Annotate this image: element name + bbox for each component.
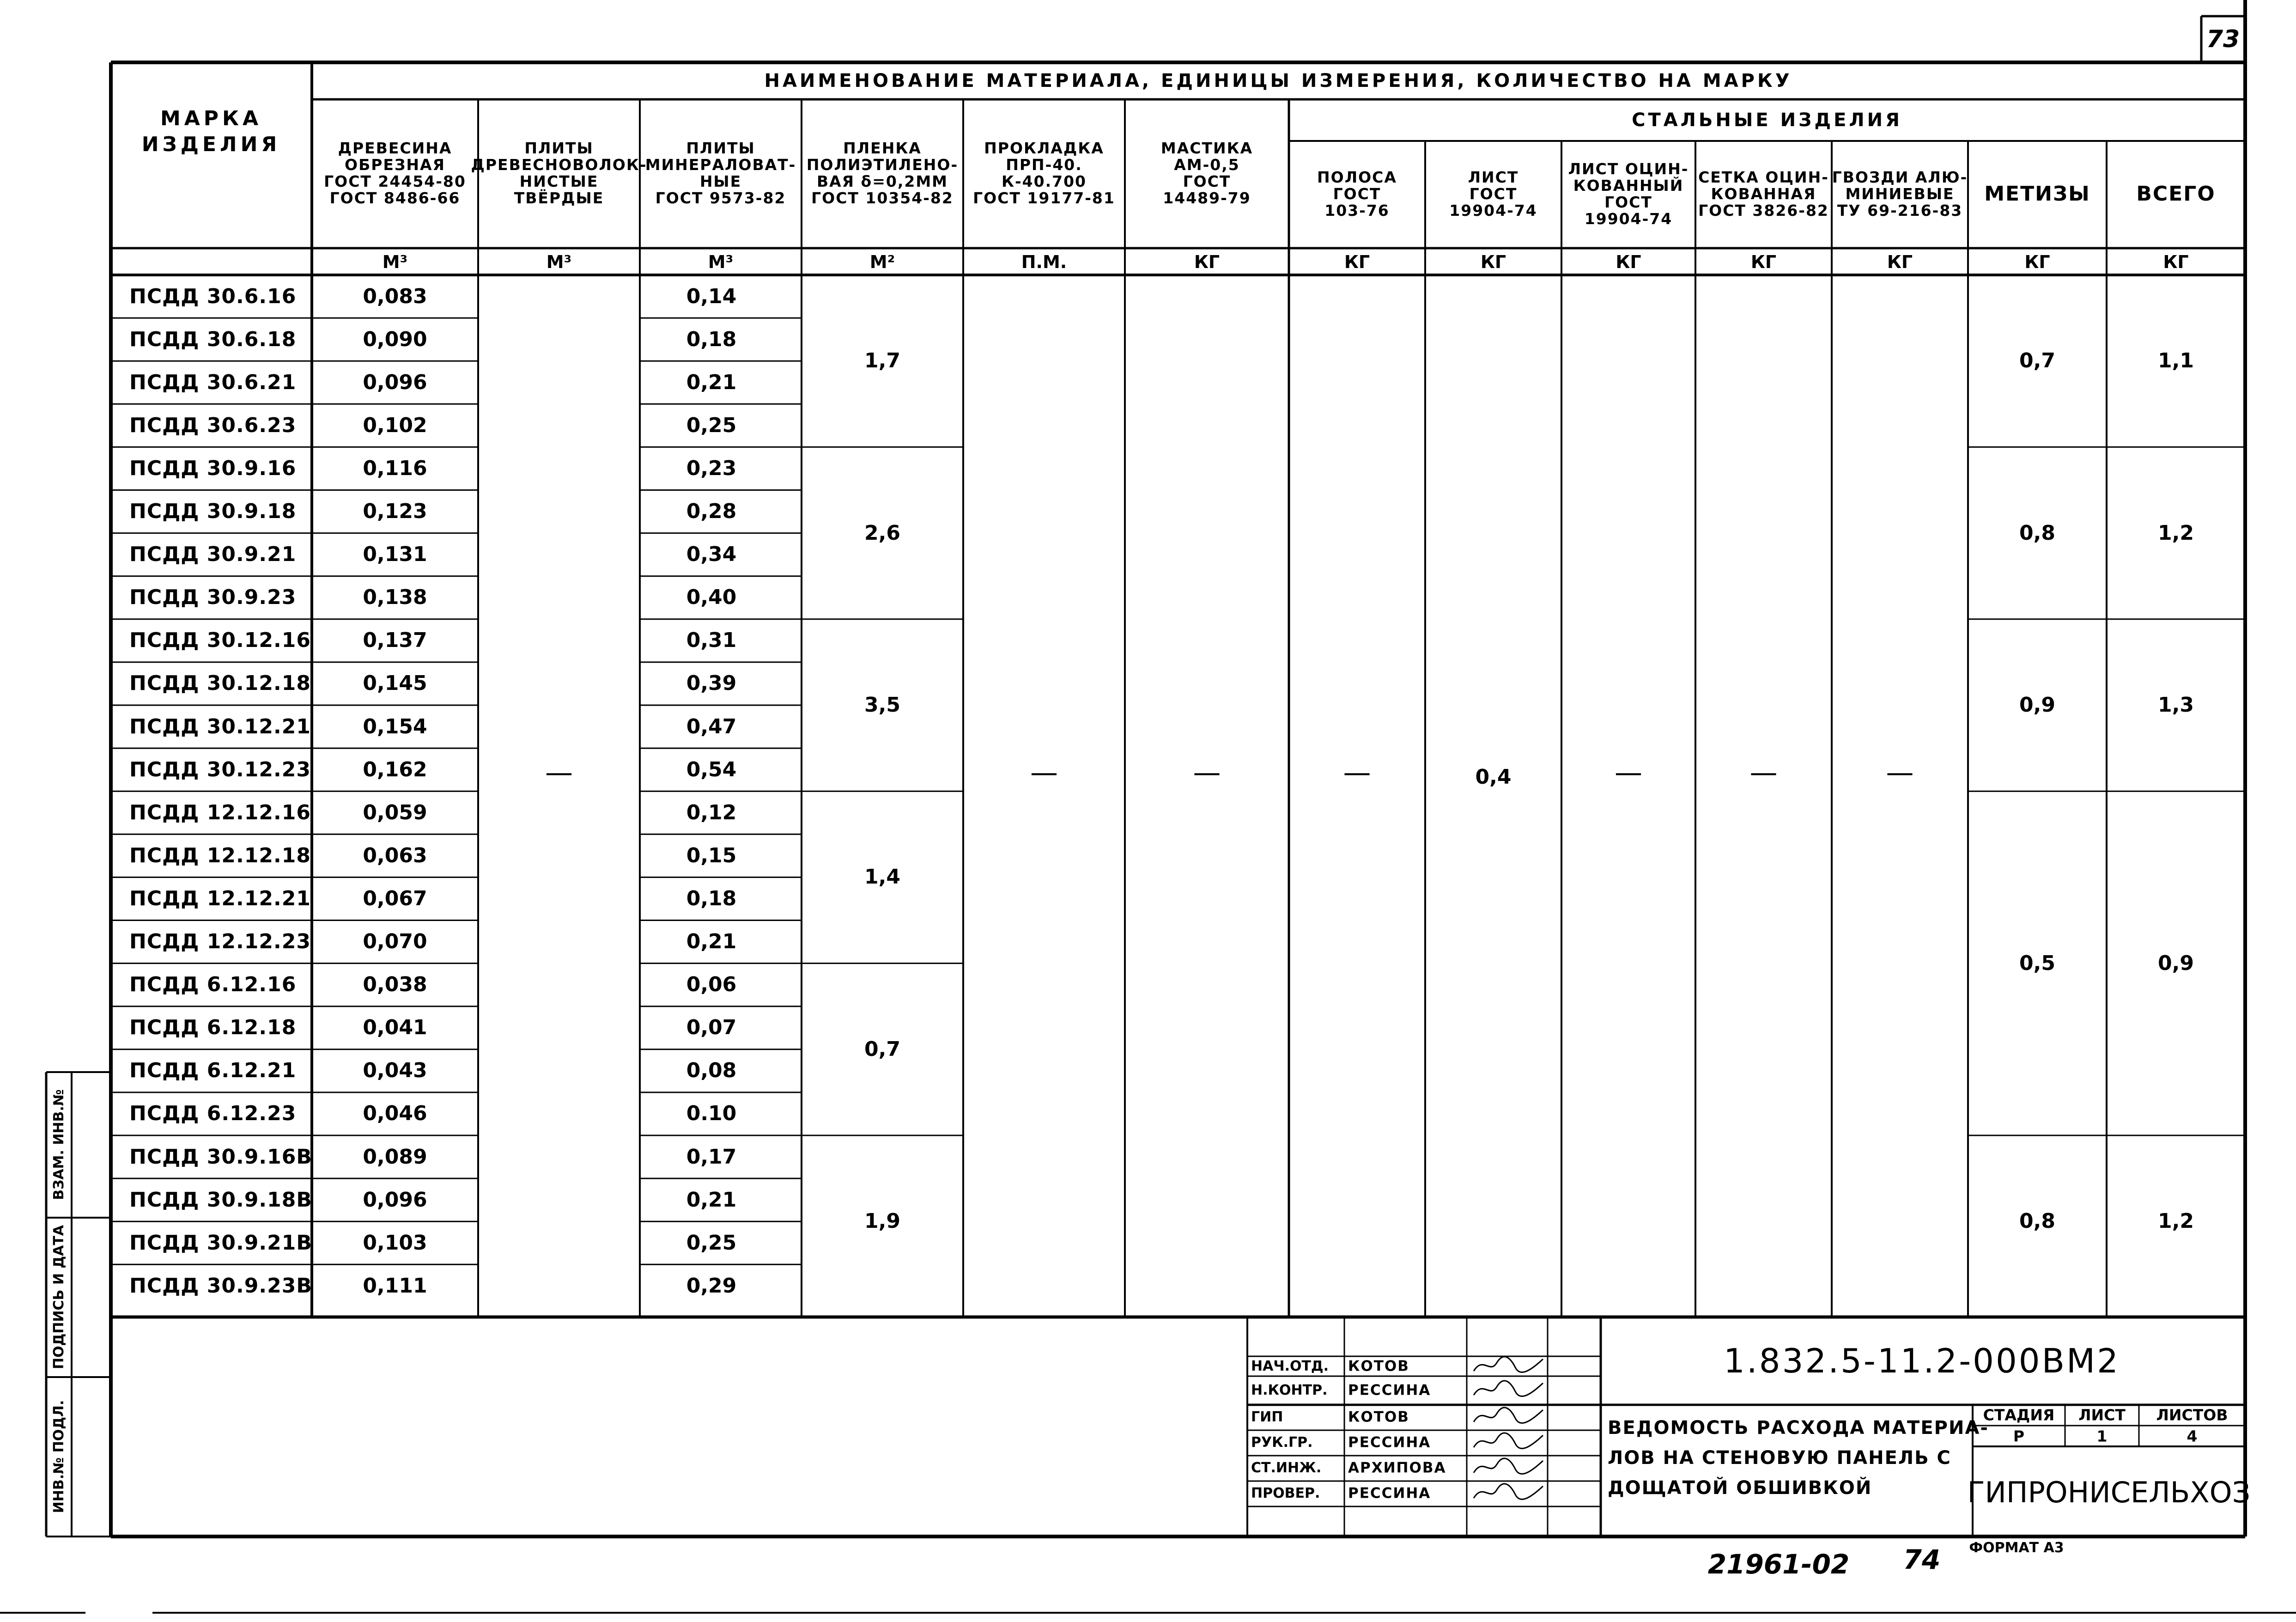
row-mark: ПСДД 30.6.18	[129, 327, 297, 351]
total-value: 1,2	[2158, 1209, 2194, 1233]
unit-label: КГ	[2163, 252, 2189, 272]
wood-value: 0,041	[363, 1016, 427, 1040]
column-header: ГВОЗДИ АЛЮ- МИНИЕВЫЕ ТУ 69-216-83	[1832, 168, 1968, 220]
metizy-value: 0,7	[2019, 349, 2055, 373]
unit-label: М³	[546, 252, 572, 272]
mineral-value: 0,06	[686, 973, 737, 997]
signer-name: РЕССИНА	[1348, 1485, 1431, 1502]
wood-value: 0,111	[363, 1274, 427, 1298]
column-header: ПОЛОСА ГОСТ 103-76	[1317, 168, 1397, 220]
row-mark: ПСДД 30.9.23	[129, 585, 297, 610]
sheet-label: ЛИСТ	[2078, 1406, 2126, 1424]
archive-number: 21961-02	[1707, 1549, 1850, 1580]
row-mark: ПСДД 30.12.23	[129, 757, 311, 781]
signer-name: РЕССИНА	[1348, 1434, 1431, 1451]
unit-label: КГ	[1344, 252, 1370, 272]
wood-value: 0,145	[363, 671, 427, 695]
unit-label: М²	[869, 252, 895, 272]
mineral-value: 0,28	[686, 500, 737, 524]
description-line-1: ВЕДОМОСТЬ РАСХОДА МАТЕРИА-	[1608, 1417, 1989, 1439]
organization: ГИПРОНИСЕЛЬХОЗ	[1967, 1476, 2251, 1509]
bottom-page-number: 74	[1903, 1544, 1941, 1575]
wood-value: 0,123	[363, 500, 427, 524]
signer-role: Н.КОНТР.	[1251, 1382, 1328, 1398]
mineral-value: 0,08	[686, 1059, 737, 1083]
column-header: МАСТИКА АМ-0,5 ГОСТ 14489-79	[1160, 139, 1253, 207]
unit-label: П.М.	[1021, 252, 1067, 272]
wood-value: 0,154	[363, 714, 427, 738]
column-header: ЛИСТ ОЦИН- КОВАННЫЙ ГОСТ 19904-74	[1568, 160, 1689, 228]
wood-value: 0,059	[363, 800, 427, 824]
row-mark: ПСДД 30.6.21	[129, 370, 297, 394]
row-mark: ПСДД 6.12.16	[129, 973, 297, 997]
mineral-value: 0,21	[686, 930, 737, 954]
signer-role: СТ.ИНЖ.	[1251, 1460, 1322, 1476]
column-header: ПЛИТЫ ДРЕВЕСНОВОЛОК- НИСТЫЕ ТВЁРДЫЕ	[471, 139, 647, 207]
metizy-value: 0,8	[2019, 521, 2055, 545]
wood-value: 0,043	[363, 1059, 427, 1083]
wood-value: 0,102	[363, 413, 427, 437]
wood-value: 0,046	[363, 1102, 427, 1126]
signature-scribble	[1469, 1378, 1548, 1401]
total-value: 1,2	[2158, 521, 2194, 545]
mineral-value: 0.10	[686, 1102, 737, 1126]
metizy-value: 0,9	[2019, 693, 2055, 717]
row-mark: ПСДД 30.6.23	[129, 413, 297, 437]
mineral-value: 0,54	[686, 757, 737, 781]
row-mark: ПСДД 12.12.16	[129, 800, 311, 824]
column-header: ПЛЕНКА ПОЛИЭТИЛЕНО- ВАЯ δ=0,2ММ ГОСТ 10354-82	[806, 139, 959, 207]
mineral-value: 0,34	[686, 543, 737, 567]
sheets-value: 4	[2187, 1427, 2198, 1445]
row-mark: ПСДД 30.12.18	[129, 671, 311, 695]
description-line-3: ДОЩАТОЙ ОБШИВКОЙ	[1608, 1477, 1872, 1499]
unit-label: М³	[708, 252, 734, 272]
unit-label: КГ	[1887, 252, 1913, 272]
side-stamp-replace: ВЗАМ. ИНВ.№	[51, 1089, 67, 1200]
dash: —	[1193, 756, 1221, 789]
metizy-value: 0,8	[2019, 1209, 2055, 1233]
signer-name: РЕССИНА	[1348, 1382, 1431, 1399]
dash: —	[1615, 756, 1642, 789]
mineral-value: 0,18	[686, 886, 737, 910]
column-header: ПРОКЛАДКА ПРП-40. К-40.700 ГОСТ 19177-81	[973, 139, 1115, 207]
sheets-label: ЛИСТОВ	[2156, 1406, 2228, 1424]
row-mark: ПСДД 30.12.21	[129, 714, 311, 738]
column-header: ПЛИТЫ МИНЕРАЛОВАТ- НЫЕ ГОСТ 9573-82	[645, 139, 796, 207]
mineral-value: 0,21	[686, 1188, 737, 1212]
page-number: 73	[2206, 25, 2240, 53]
mineral-value: 0,15	[686, 843, 737, 867]
wood-value: 0,038	[363, 973, 427, 997]
row-mark: ПСДД 6.12.21	[129, 1059, 297, 1083]
row-mark: ПСДД 30.9.21В	[129, 1231, 312, 1255]
film-value: 1,7	[864, 349, 900, 373]
film-value: 1,4	[864, 865, 900, 889]
column-header: МЕТИЗЫ	[1984, 182, 2090, 206]
unit-label: КГ	[1480, 252, 1506, 272]
row-mark: ПСДД 6.12.23	[129, 1102, 297, 1126]
signature-scribble	[1469, 1430, 1548, 1453]
side-stamp-inventory: ИНВ.№ ПОДЛ.	[51, 1400, 67, 1513]
row-mark: ПСДД 30.9.18	[129, 500, 297, 524]
signature-scribble	[1469, 1354, 1548, 1377]
sheet-value: 1	[2096, 1427, 2108, 1445]
row-mark: ПСДД 12.12.21	[129, 886, 311, 910]
wood-value: 0,162	[363, 757, 427, 781]
unit-label: КГ	[2024, 252, 2050, 272]
unit-label: КГ	[1616, 252, 1641, 272]
mineral-value: 0,14	[686, 284, 737, 308]
signature-scribble	[1469, 1455, 1548, 1478]
signer-role: РУК.ГР.	[1251, 1434, 1313, 1451]
column-header: ДРЕВЕСИНА ОБРЕЗНАЯ ГОСТ 24454-80 ГОСТ 8486-66	[324, 139, 466, 207]
wood-value: 0,070	[363, 930, 427, 954]
stage-label: СТАДИЯ	[1983, 1406, 2055, 1424]
mark-column-header: МАРКА ИЗДЕЛИЯ	[141, 107, 281, 156]
signature-scribble	[1469, 1481, 1548, 1504]
row-mark: ПСДД 30.12.16	[129, 628, 311, 652]
row-mark: ПСДД 30.9.16В	[129, 1145, 312, 1169]
wood-value: 0,116	[363, 456, 427, 480]
format-label: ФОРМАТ А3	[1969, 1540, 2064, 1556]
mineral-value: 0,31	[686, 628, 737, 652]
row-mark: ПСДД 30.9.21	[129, 543, 297, 567]
side-stamp-signature: ПОДПИСЬ И ДАТА	[51, 1225, 67, 1370]
dash: —	[545, 756, 573, 789]
mineral-value: 0,47	[686, 714, 737, 738]
row-mark: ПСДД 30.9.18В	[129, 1188, 312, 1212]
signer-role: НАЧ.ОТД.	[1251, 1358, 1329, 1374]
wood-value: 0,103	[363, 1231, 427, 1255]
signature-scribble	[1469, 1404, 1548, 1427]
sheet-steel-value: 0,4	[1475, 765, 1512, 789]
row-mark: ПСДД 12.12.23	[129, 930, 311, 954]
mineral-value: 0,40	[686, 585, 737, 610]
film-value: 1,9	[864, 1209, 900, 1233]
row-mark: ПСДД 30.9.16	[129, 456, 297, 480]
wood-value: 0,096	[363, 1188, 427, 1212]
wood-value: 0,089	[363, 1145, 427, 1169]
description-line-2: ЛОВ НА СТЕНОВУЮ ПАНЕЛЬ С	[1608, 1447, 1951, 1469]
film-value: 3,5	[864, 693, 900, 717]
metizy-value: 0,5	[2019, 951, 2055, 975]
column-header: ВСЕГО	[2136, 182, 2216, 206]
row-mark: ПСДД 12.12.18	[129, 843, 311, 867]
mineral-value: 0,07	[686, 1016, 737, 1040]
wood-value: 0,067	[363, 886, 427, 910]
signer-name: АРХИПОВА	[1348, 1459, 1446, 1476]
wood-value: 0,096	[363, 370, 427, 394]
unit-label: КГ	[1194, 252, 1220, 272]
unit-label: КГ	[1750, 252, 1777, 272]
unit-label: М³	[382, 252, 408, 272]
table-title: НАИМЕНОВАНИЕ МАТЕРИАЛА, ЕДИНИЦЫ ИЗМЕРЕНИЯ, КОЛИЧЕСТВО НА МАРКУ	[764, 70, 1792, 91]
mineral-value: 0,18	[686, 327, 737, 351]
row-mark: ПСДД 30.6.16	[129, 284, 297, 308]
mineral-value: 0,39	[686, 671, 737, 695]
steel-group-header: СТАЛЬНЫЕ ИЗДЕЛИЯ	[1632, 110, 1902, 131]
total-value: 0,9	[2158, 951, 2194, 975]
dash: —	[1343, 756, 1371, 789]
row-mark: ПСДД 6.12.18	[129, 1016, 297, 1040]
dash: —	[1886, 756, 1914, 789]
mineral-value: 0,17	[686, 1145, 737, 1169]
film-value: 0,7	[864, 1037, 900, 1061]
film-value: 2,6	[864, 521, 900, 545]
total-value: 1,1	[2158, 349, 2194, 373]
document-code: 1.832.5-11.2-000ВМ2	[1724, 1342, 2120, 1380]
mineral-value: 0,12	[686, 800, 737, 824]
signer-name: КОТОВ	[1348, 1409, 1409, 1426]
wood-value: 0,063	[363, 843, 427, 867]
wood-value: 0,137	[363, 628, 427, 652]
column-header: ЛИСТ ГОСТ 19904-74	[1449, 168, 1537, 220]
stage-value: Р	[2013, 1427, 2025, 1445]
total-value: 1,3	[2158, 693, 2194, 717]
mineral-value: 0,25	[686, 413, 737, 437]
signer-name: КОТОВ	[1348, 1358, 1409, 1375]
wood-value: 0,083	[363, 284, 427, 308]
wood-value: 0,090	[363, 327, 427, 351]
row-mark: ПСДД 30.9.23В	[129, 1274, 312, 1298]
dash: —	[1749, 756, 1778, 789]
mineral-value: 0,23	[686, 456, 737, 480]
dash: —	[1030, 756, 1058, 789]
wood-value: 0,131	[363, 543, 427, 567]
mineral-value: 0,29	[686, 1274, 737, 1298]
mineral-value: 0,25	[686, 1231, 737, 1255]
column-header: СЕТКА ОЦИН- КОВАННАЯ ГОСТ 3826-82	[1698, 168, 1829, 220]
mineral-value: 0,21	[686, 370, 737, 394]
signer-role: ГИП	[1251, 1409, 1283, 1425]
signer-role: ПРОВЕР.	[1251, 1485, 1320, 1501]
wood-value: 0,138	[363, 585, 427, 610]
